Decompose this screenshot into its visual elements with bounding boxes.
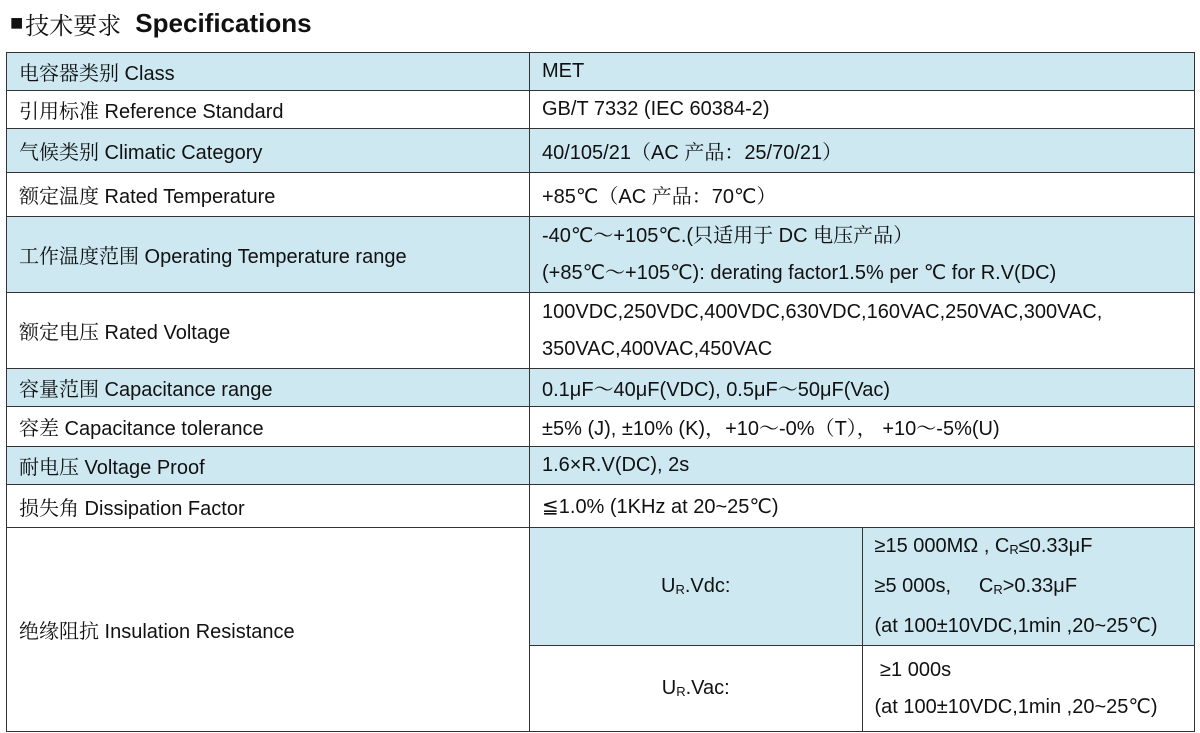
value-line: ≥5 000s, $C_R>0.33\mu F$ [874, 575, 1078, 597]
table-row [7, 485, 1195, 528]
row-label-rated-temperature: 额定温度 Rated Temperature [7, 173, 530, 217]
row-label-class: 电容器类别 Class [7, 53, 530, 91]
ur-vdc-label: $U_R.Vdc$: [530, 528, 863, 646]
bullet-square-icon: ■ [10, 10, 24, 35]
row-value-reference-standard: GB/T 7332 (IEC 60384-2) [530, 91, 1195, 129]
table-row [7, 53, 1195, 91]
ur-vac-label: $U_R.Vac$: [530, 646, 863, 732]
table-row [7, 528, 1195, 646]
value-line: (at 100±10VDC,1min ,20~25℃) [874, 615, 1158, 637]
table-row [7, 217, 1195, 293]
row-value-rated-temperature: +85℃（AC 产品：70℃） [530, 173, 1195, 217]
value-line: (at 100±10VDC,1min ,20~25℃) [874, 695, 1158, 718]
row-value-capacitance-range: 0.1μF～40μF(VDC), 0.5μF～50μF(Vac) [530, 369, 1195, 407]
row-label-operating-temperature: 工作温度范围 Operating Temperature range [7, 217, 530, 293]
value-line: -40℃～+105℃.(只适用于 DC 电压产品） [542, 224, 914, 247]
table-row [7, 91, 1195, 129]
value-line: 100VDC,250VDC,400VDC,630VDC,160VAC,250VAC,300VAC, [542, 300, 1103, 323]
specifications-table [6, 52, 1195, 732]
table-row [7, 407, 1195, 447]
table-row [7, 369, 1195, 407]
row-value-class: MET [530, 53, 1195, 91]
row-label-capacitance-range: 容量范围 Capacitance range [7, 369, 530, 407]
row-label-capacitance-tolerance: 容差 Capacitance tolerance [7, 407, 530, 447]
table-row [7, 173, 1195, 217]
page-heading [10, 4, 312, 42]
row-value-dissipation-factor: ≦1.0% (1KHz at 20~25℃) [530, 485, 1195, 528]
ur-vac-value [862, 646, 1195, 732]
row-label-dissipation-factor: 损失角 Dissipation Factor [7, 485, 530, 528]
value-line: 350VAC,400VAC,450VAC [542, 337, 773, 360]
row-value-rated-voltage [530, 293, 1195, 369]
table-row [7, 293, 1195, 369]
row-label-reference-standard: 引用标准 Reference Standard [7, 91, 530, 129]
heading-title-cn: 技术要求 [25, 12, 122, 40]
row-label-rated-voltage: 额定电压 Rated Voltage [7, 293, 530, 369]
value-line: ≥15 000MΩ , $C_R\le 0.33\mu F$ [874, 535, 1093, 557]
table-row [7, 447, 1195, 485]
row-value-climatic-category: 40/105/21（AC 产品：25/70/21） [530, 129, 1195, 173]
heading-title-en: Specifications [135, 7, 312, 38]
table-row [7, 129, 1195, 173]
row-value-capacitance-tolerance: ±5% (J), ±10% (K)，+10～-0%（T）， +10～-5%(U) [530, 407, 1195, 447]
row-value-operating-temperature [530, 217, 1195, 293]
ur-vdc-value [862, 528, 1195, 646]
value-line: ≥1 000s [874, 658, 952, 681]
value-line: (+85℃～+105℃): derating factor1.5% per ℃ for R.V(DC) [542, 261, 1057, 284]
row-value-voltage-proof: 1.6×R.V(DC), 2s [530, 447, 1195, 485]
row-label-insulation-resistance: 绝缘阻抗 Insulation Resistance [7, 528, 530, 732]
row-label-climatic-category: 气候类别 Climatic Category [7, 129, 530, 173]
row-label-voltage-proof: 耐电压 Voltage Proof [7, 447, 530, 485]
